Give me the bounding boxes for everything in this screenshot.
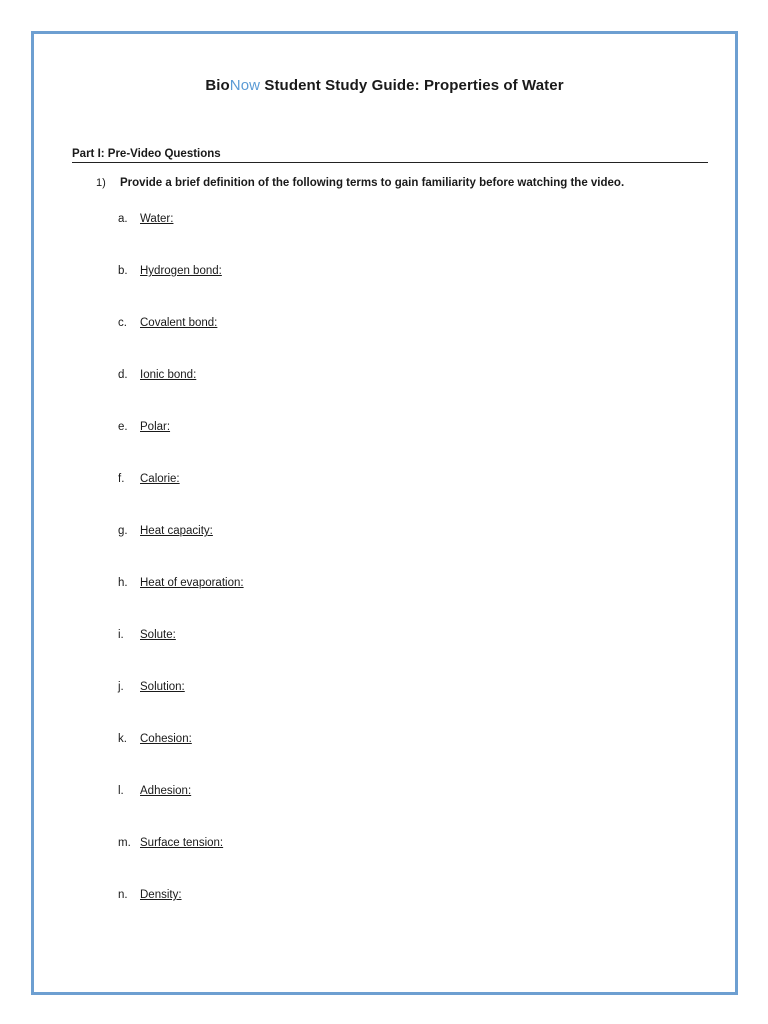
term-item — [118, 420, 170, 434]
page-title — [34, 77, 735, 94]
term-label: Hydrogen bond: — [140, 265, 222, 277]
term-label: Covalent bond: — [140, 317, 218, 329]
term-item — [118, 836, 223, 850]
term-item — [118, 784, 191, 798]
term-item — [118, 524, 213, 538]
term-label: Heat of evaporation: — [140, 577, 244, 589]
term-item — [118, 316, 217, 330]
term-label: Heat capacity: — [140, 525, 213, 537]
term-letter: j. — [118, 681, 124, 693]
term-letter: l. — [118, 785, 124, 797]
question-number: 1) — [96, 177, 106, 189]
term-item — [118, 732, 192, 746]
term-item — [118, 888, 182, 902]
term-item — [118, 680, 185, 694]
term-letter: c. — [118, 317, 127, 329]
term-letter: h. — [118, 577, 128, 589]
term-label: Surface tension: — [140, 837, 224, 849]
title-prefix: Bio — [205, 77, 230, 94]
title-rest: Student Study Guide: Properties of Water — [260, 77, 564, 94]
term-item — [118, 576, 244, 590]
term-letter: m. — [118, 837, 131, 849]
term-label: Polar: — [140, 421, 171, 433]
term-letter: d. — [118, 369, 128, 381]
term-label: Density: — [140, 889, 182, 901]
term-letter: n. — [118, 889, 128, 901]
page-border — [31, 31, 738, 995]
term-letter: i. — [118, 629, 124, 641]
term-letter: k. — [118, 733, 127, 745]
term-letter: b. — [118, 265, 128, 277]
term-item — [118, 212, 173, 226]
term-letter: a. — [118, 213, 128, 225]
term-letter: e. — [118, 421, 128, 433]
part-heading: Part I: Pre-Video Questions — [72, 147, 708, 163]
term-label: Water: — [140, 213, 174, 225]
term-letter: f. — [118, 473, 125, 485]
term-letter: g. — [118, 525, 128, 537]
question-text: Provide a brief definition of the following terms to gain familiarity before watching the video. — [120, 177, 625, 189]
term-label: Solution: — [140, 681, 185, 693]
term-item — [118, 368, 196, 382]
term-label: Solute: — [140, 629, 176, 641]
term-item — [118, 472, 180, 486]
term-item — [118, 628, 176, 642]
title-accent: Now — [229, 77, 261, 94]
question-1 — [96, 177, 624, 189]
term-item — [118, 264, 222, 278]
term-label: Adhesion: — [140, 785, 192, 797]
term-label: Cohesion: — [140, 733, 192, 745]
term-label: Calorie: — [140, 473, 180, 485]
term-label: Ionic bond: — [140, 369, 197, 381]
